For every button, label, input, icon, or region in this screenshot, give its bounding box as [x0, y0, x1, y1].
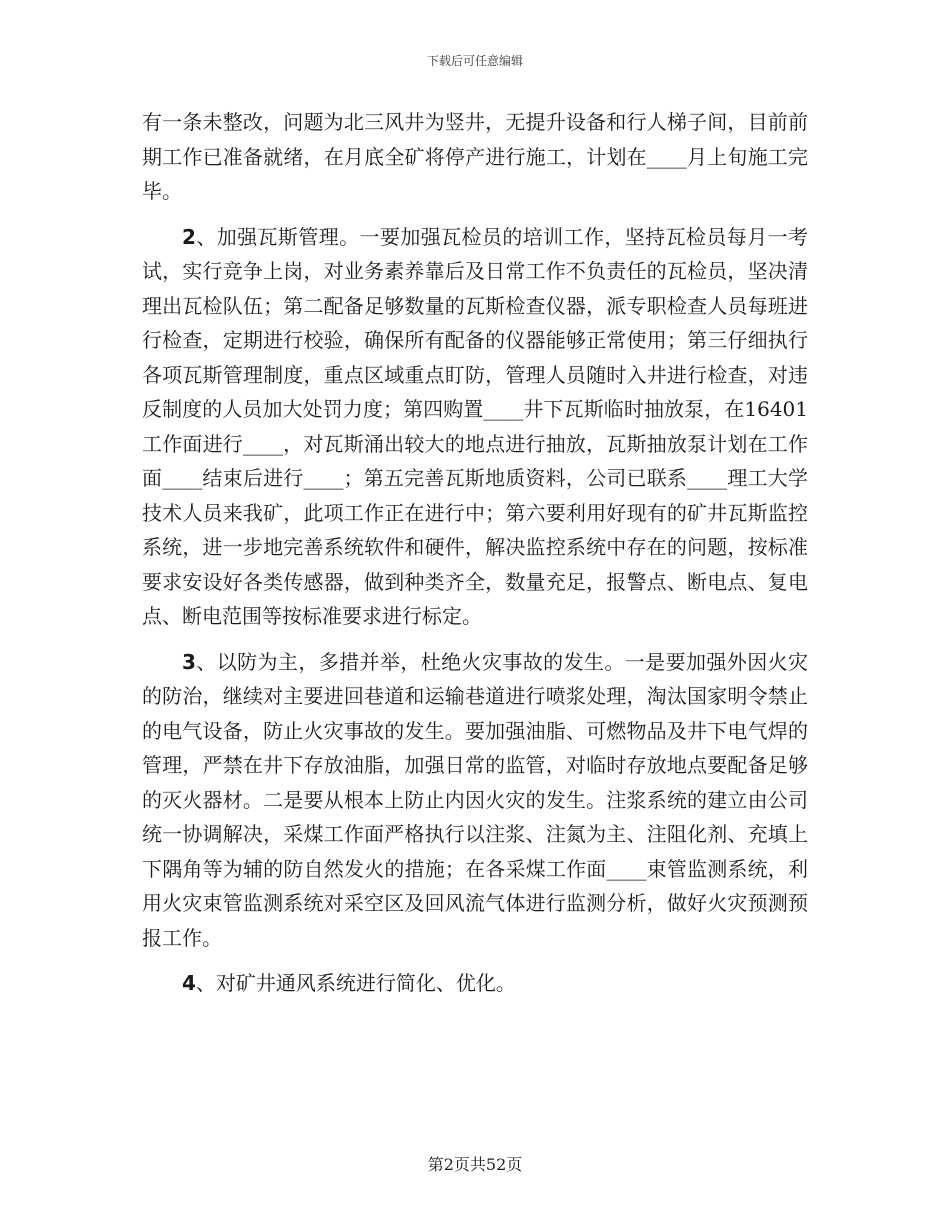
paragraph-text: 、加强瓦斯管理。一要加强瓦检员的培训工作，坚持瓦检员每月一考试，实行竞争上岗，对业务素养靠后及日常工作不负责任的瓦检员，坚决清理出瓦检队伍；第二配备足够数量的瓦斯检查仪器，派专职检查人员每班进行检查，定期进行校验，确保所有配备的仪器能够正常使用；第三仔细执行各项瓦斯管理制度，重点区域重点盯防，管理人员随时入井进行检查，对违反制度的人员加大处罚力度；第四购置____井下瓦斯临时抽放泵，在16401工作面进行____，对瓦斯涌出较大的地点进行抽放，瓦斯抽放泵计划在工作面____结束后进行____；第五完善瓦斯地质资料，公司已联系____理工大学技术人员来我矿，此项工作正在进行中；第六要利用好现有的矿井瓦斯监控系统，进一步地完善系统软件和硬件，解决监控系统中存在的问题，按标准要求安设好各类传感器，做到种类齐全，数量充足，报警点、断电点、复电点、断电范围等按标准要求进行标定。 [142, 224, 808, 628]
paragraph-text: 、以防为主，多措并举，杜绝火灾事故的发生。一是要加强外因火灾的防治，继续对主要进回巷道和运输巷道进行喷浆处理，淘汰国家明令禁止的电气设备，防止火灾事故的发生。要加强油脂、可燃物品及井下电气焊的管理，严禁在井下存放油脂，加强日常的监管，对临时存放地点要配备足够的灭火器材。二是要从根本上防止内因火灾的发生。注浆系统的建立由公司统一协调解决，采煤工作面严格执行以注浆、注氮为主、注阻化剂、充填上下隅角等为辅的防自然发火的措施；在各采煤工作面____束管监测系统，利用火灾束管监测系统对采空区及回风流气体进行监测分析，做好火灾预测预报工作。 [142, 649, 808, 950]
page-header: 下载后可任意编辑 [426, 54, 523, 68]
paragraph-text: 有一条未整改，问题为北三风井为竖井，无提升设备和行人梯子间，目前前期工作已准备就绪，在月底全矿将停产进行施工，计划在____月上旬施工完毕。 [142, 110, 808, 203]
paragraph-continuation [142, 105, 808, 209]
page-footer: 第2页共52页 [427, 1155, 523, 1174]
document-body [142, 105, 808, 1012]
paragraph-item-3 [142, 645, 808, 956]
item-number: 4 [182, 971, 196, 995]
item-number: 2 [182, 224, 196, 249]
paragraph-item-4 [142, 966, 808, 1001]
paragraph-item-2 [142, 220, 808, 634]
item-number: 3 [182, 649, 196, 674]
paragraph-text: 、对矿井通风系统进行简化、优化。 [195, 971, 516, 995]
